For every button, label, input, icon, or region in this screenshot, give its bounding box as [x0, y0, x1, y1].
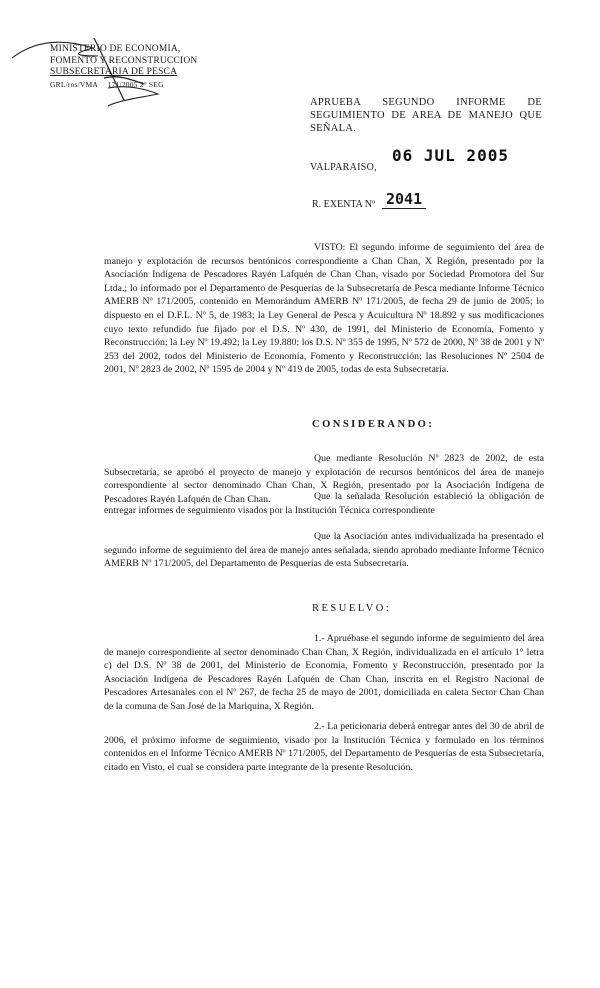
title-line-2: SEGUIMIENTO DE AREA DE MANEJO QUE: [310, 110, 542, 121]
letterhead-ministry: MINISTERIO DE ECONOMIA,: [50, 44, 181, 54]
letterhead: [50, 44, 198, 90]
considerando-3: [104, 530, 544, 571]
resolution-label: R. EXENTA Nº: [312, 199, 376, 210]
visto-text: VISTO: El segundo informe de seguimiento del área de manejo y explotación de recursos bentónicos correspondiente a Chan Chan, X Región, presentado por la Asociación Indígena de Pescadores Rayén Lafquén de Chan Chan, visado por Sociedad Promotora del Sur Ltda.; lo informado por el Departamento de Pesquerías de la Subsecretaría de Pesca mediante Informe Técnico AMERB Nº 171/2005, contenido en Memorándum AMERB Nº 171/2005, de fecha 29 de junio de 2005; lo dispuesto en el D.F.L. Nº 5, de 1983; la Ley General de Pesca y Acuicultura Nº 18.892 y sus modificaciones cuyo texto refundido fue fijado por el D.S. Nº 430, de 1991, del Ministerio de Economía, Fomento y Reconstrucción; la Ley Nº 19.492; la Ley 19.880; los D.S. Nº 355 de 1995, Nº 572 de 2000, Nº 38 de 2001 y Nº 253 del 2002, todos del Ministerio de Economía, Fomento y Reconstrucción; las Resoluciones Nº 2504 de 2001, Nº 2823 de 2002, Nº 1595 de 2004 y Nº 419 de 2005, todas de esta Subsecretaría.: [104, 242, 544, 376]
letterhead-ministry-2: FOMENTO Y RECONSTRUCCION: [50, 55, 198, 66]
date-stamp: 06 JUL 2005: [392, 146, 509, 165]
letterhead-ref-number: 171/2005 2° SEG: [107, 79, 164, 89]
resuelvo-2: [104, 720, 544, 774]
visto-paragraph: [104, 241, 544, 377]
letterhead-undersecretary: SUBSECRETARIA DE PESCA: [50, 67, 178, 77]
resuelvo-1: [104, 632, 544, 714]
resuelvo-2-text: 2.- La peticionaria deberá entregar antes del 30 de abril de 2006, el próximo informe de seguimiento, visado por la Institución Técnica y formulado en los términos contenidos en el Informe Técnico AMERB Nº 171/2005, del Departamento de Pesquerías de esta Subsecretaría, citado en Visto, el cual se considera parte integrante de la presente Resolución.: [104, 721, 544, 773]
resolution-number: 2041: [382, 190, 426, 209]
letterhead-ref: [50, 79, 198, 91]
resuelvo-1-text: 1.- Apruébase el segundo informe de seguimiento del área de manejo correspondiente al sector denominado Chan Chan, X Región, individualizada en el artículo 1° letra c) del D.S. Nº 38 de 2001, del Ministerio de Economía, Fomento y Reconstrucción, presentado por la Asociación Indígena de Pescadores Rayén Lafquén de Chan Chan, inscrita en el Registro Nacional de Pescadores Artesanales con el Nº 267, de fecha 25 de mayo de 2001, domiciliada en caleta Sector Chan Chan de la comuna de San José de la Mariquina, X Región.: [104, 633, 544, 712]
place-label: VALPARAISO,: [310, 162, 377, 173]
document-title: [310, 96, 542, 135]
considerando-3-text: Que la Asociación antes individualizada ha presentado el segundo informe de seguimiento del área de manejo antes señalada, siendo aprobado mediante Informe Técnico AMERB Nº 171/2005, del Departamento de Pesquerías de esta Subsecretaría.: [104, 531, 544, 570]
considerando-2-text: Que la señalada Resolución estableció la obligación de entregar informes de seguimiento visados por la Institución Técnica correspondiente: [104, 491, 544, 516]
resuelvo-heading: RESUELVO:: [312, 603, 392, 614]
considerando-2: [104, 490, 544, 517]
considerando-heading: CONSIDERANDO:: [312, 419, 435, 430]
title-line-3: SEÑALA.: [310, 123, 357, 134]
considerando-1-text: Que mediante Resolución Nº 2823 de 2002, de esta Subsecretaría, se aprobó el proyecto de manejo y explotación de recursos bentónicos del área de manejo correspondiente al sector denominado Chan Chan, X Región, presentado por la Asociación Indígena de Pescadores Rayén Lafquén de Chan Chan.: [104, 453, 544, 505]
title-line-1: APRUEBA SEGUNDO INFORME DE: [310, 97, 542, 108]
letterhead-initials: GRL/ros/VMA: [50, 79, 98, 89]
